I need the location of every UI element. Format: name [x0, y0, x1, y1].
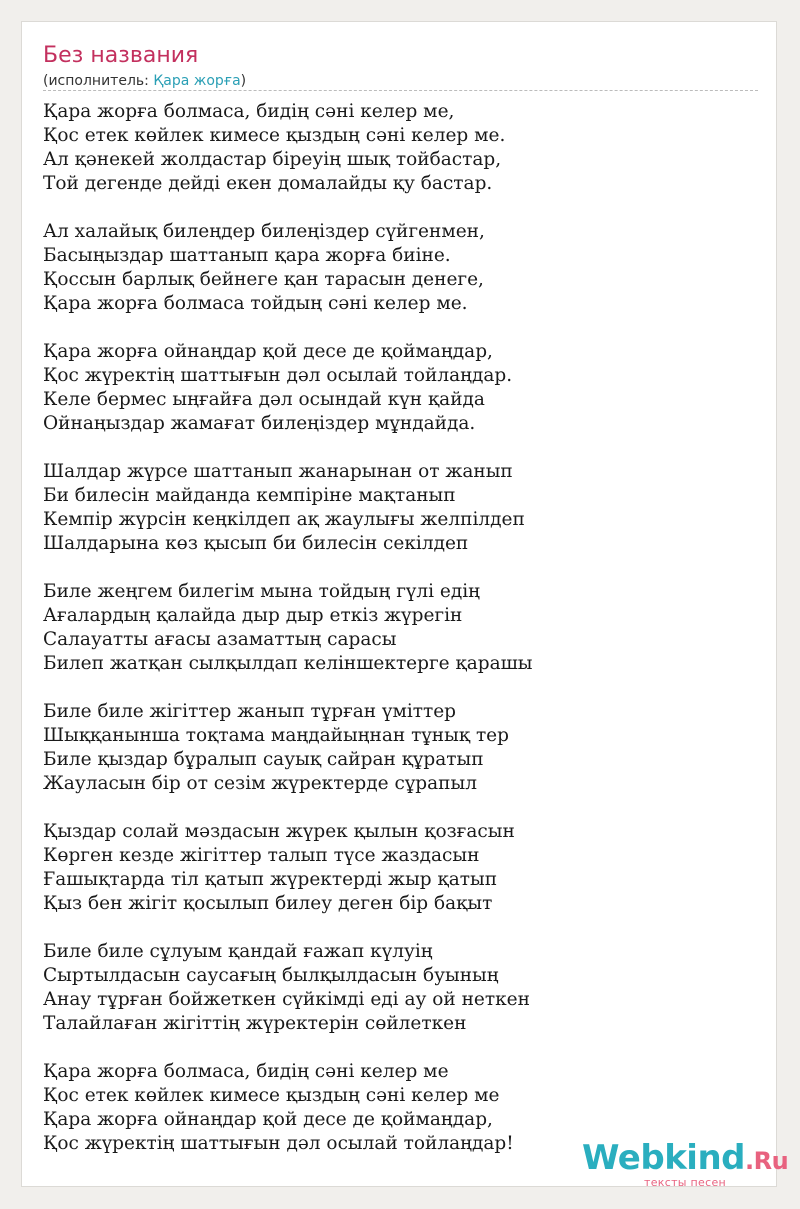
lyrics-stanza: [43, 220, 533, 316]
lyrics-line: Қос жүректің шаттығын дәл осылай тойлаңдар!: [43, 1133, 514, 1154]
lyrics-line: Ағалардың қалайда дыр дыр еткіз жүрегін: [43, 605, 463, 626]
lyrics-line: Жауласын бір от сезім жүректерде сұрапыл: [43, 773, 477, 794]
lyrics-stanza: [43, 460, 533, 556]
lyrics-stanza: [43, 1060, 533, 1156]
lyrics-line: Қара жорға болмаса, бидің сәні келер ме: [43, 1061, 449, 1082]
lyrics-line: Би билесін майданда кемпіріне мақтанып: [43, 485, 456, 506]
lyrics-line: Қос жүректің шаттығын дәл осылай тойлаңдар.: [43, 365, 513, 386]
lyrics-line: Ғашықтарда тіл қатып жүректерді жыр қатып: [43, 869, 498, 890]
lyrics-line: Ойнаңыздар жамағат билеңіздер мұндайда.: [43, 413, 476, 434]
lyrics-stanza: [43, 700, 533, 796]
artist-link[interactable]: Қара жорға: [153, 73, 241, 89]
lyrics-line: Шалдарына көз қысып би билесін секілдеп: [43, 533, 469, 554]
lyrics-line: Талайлаған жігіттің жүректерін сөйлеткен: [43, 1013, 467, 1034]
logo-wordmark: [582, 1138, 788, 1178]
artist-line: [43, 73, 246, 89]
lyrics-line: Биле қыздар бұралып сауық сайран құратып: [43, 749, 484, 770]
lyrics-body: [43, 100, 533, 1156]
lyrics-card: [21, 21, 789, 1189]
lyrics-line: Билеп жатқан сылқылдап келіншектерге қарашы: [43, 653, 533, 674]
lyrics-stanza: [43, 340, 533, 436]
lyrics-line: Той дегенде дейді екен домалайды қу бастар.: [43, 173, 493, 194]
lyrics-line: Қара жорға ойнаңдар қой десе де қоймаңдар,: [43, 1109, 493, 1130]
lyrics-line: Басыңыздар шаттанып қара жорға биіне.: [43, 245, 451, 266]
lyrics-line: Қыз бен жігіт қосылып билеу деген бір бақыт: [43, 893, 493, 914]
lyrics-line: Қара жорға болмаса тойдың сәні келер ме.: [43, 293, 468, 314]
lyrics-line: Шалдар жүрсе шаттанып жанарынан от жанып: [43, 461, 513, 482]
lyrics-line: Биле жеңгем билегім мына тойдың гүлі едің: [43, 581, 481, 602]
lyrics-stanza: [43, 820, 533, 916]
artist-prefix: (исполнитель:: [43, 73, 154, 89]
lyrics-line: Көрген кезде жігіттер талып түсе жаздасын: [43, 845, 480, 866]
lyrics-line: Анау тұрған бойжеткен сүйкімді еді ау ой неткен: [43, 989, 530, 1010]
lyrics-stanza: [43, 580, 533, 676]
lyrics-line: Қара жорға ойнаңдар қой десе де қоймаңдар,: [43, 341, 493, 362]
logo-tld: .Ru: [745, 1147, 789, 1175]
lyrics-line: Қоссын барлық бейнеге қан тарасын денеге,: [43, 269, 484, 290]
logo-name: Webkind: [582, 1138, 745, 1178]
lyrics-line: Қос етек көйлек кимесе қыздың сәні келер ме: [43, 1085, 500, 1106]
lyrics-line: Қыздар солай мәздасын жүрек қылын қозғасын: [43, 821, 515, 842]
lyrics-line: Салауатты ағасы азаматтың сарасы: [43, 629, 397, 650]
lyrics-line: Шыққанынша тоқтама маңдайыңнан тұнық тер: [43, 725, 509, 746]
lyrics-line: Сыртылдасын саусағың былқылдасын буының: [43, 965, 499, 986]
artist-suffix: ): [240, 73, 247, 89]
lyrics-line: Биле биле сұлуым қандай ғажап күлуің: [43, 941, 433, 962]
lyrics-line: Ал халайық билеңдер билеңіздер сүйгенмен,: [43, 221, 485, 242]
lyrics-line: Кемпір жүрсін кеңкілдеп ақ жаулығы желпілдеп: [43, 509, 525, 530]
title-divider: [43, 90, 758, 91]
lyrics-line: Қара жорға болмаса, бидің сәні келер ме,: [43, 101, 455, 122]
lyrics-stanza: [43, 940, 533, 1036]
lyrics-line: Келе бермес ыңғайға дәл осындай күн қайда: [43, 389, 485, 410]
song-title: Без названия: [43, 43, 199, 68]
lyrics-line: Қос етек көйлек кимесе қыздың сәні келер ме.: [43, 125, 506, 146]
lyrics-line: Ал қәнекей жолдастар біреуің шық тойбастар,: [43, 149, 502, 170]
webkind-logo[interactable]: [582, 1138, 789, 1189]
logo-tagline: тексты песен: [644, 1176, 727, 1189]
lyrics-stanza: [43, 100, 533, 196]
lyrics-line: Биле биле жігіттер жанып тұрған үміттер: [43, 701, 457, 722]
